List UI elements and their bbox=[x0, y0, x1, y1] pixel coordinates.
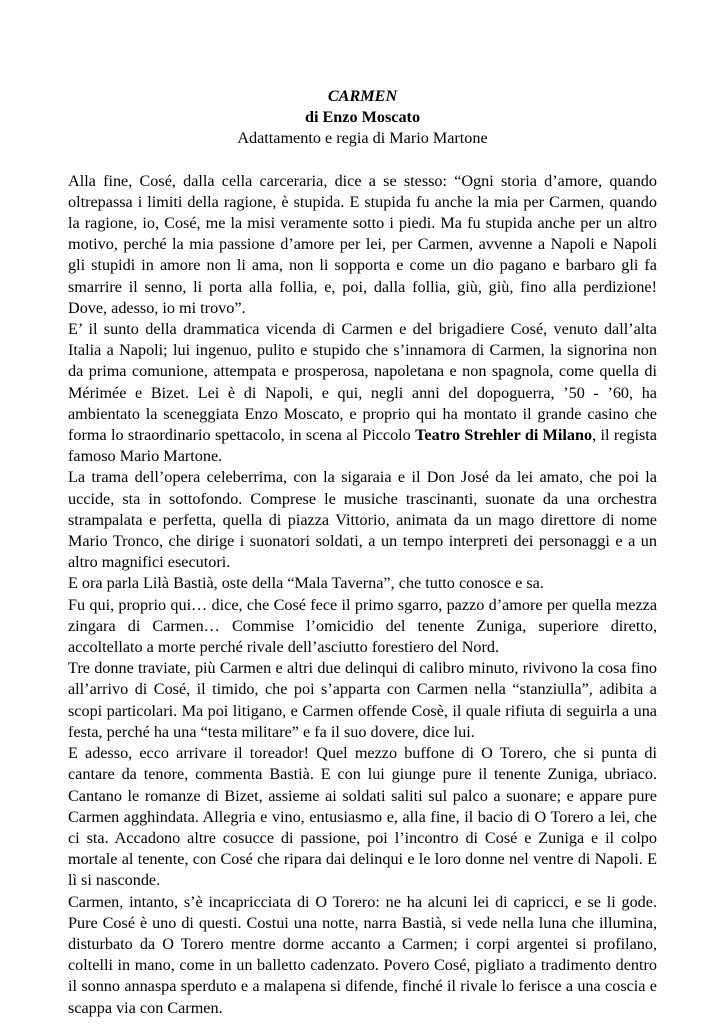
paragraph-6: Tre donne traviate, più Carmen e altri due delinqui di calibro minuto, rivivono la cosa fino all’arrivo di Cosé, il timido, che poi s’apparta con Carmen nella “stanziulla”, adibita a scopi particolari. Ma poi litigano, e Carmen offende Cosè, il quale rifiuta di seguirla a una festa, perché ha una “testa militare” e fa il suo dovere, dice lui. bbox=[68, 659, 657, 741]
paragraph-3: La trama dell’opera celeberrima, con la sigaraia e il Don José da lei amato, che poi la uccide, sta in sottofondo. Comprese le musiche trascinanti, suonate da una orchestra strampalata e perfetta, quella di piazza Vittorio, animata da un mago direttore di nome Mario Tronco, che dirige i suonatori soldati, a un tempo interpreti dei personaggi e a un altro magnifici esecutori. bbox=[68, 468, 657, 572]
document-author: di Enzo Moscato bbox=[304, 108, 421, 127]
paragraph-2 bbox=[68, 319, 657, 467]
paragraph-5: Fu qui, proprio qui… dice, che Cosé fece il primo sgarro, pazzo d’amore per quella mezza zingara di Carmen… Commise l’omicidio del tenente Zuniga, superiore diretto, accoltellato a morte perché rivale dell’asciutto forestiero del Nord. bbox=[68, 595, 657, 657]
document-page bbox=[68, 86, 657, 1019]
theatre-name: Teatro Strehler di Milano bbox=[415, 426, 593, 445]
paragraph-7: E adesso, ecco arrivare il toreador! Quel mezzo buffone di O Torero, che si punta di cantare da tenore, commenta Bastià. E con lui giunge pure il tenente Zuniga, ubriaco. Cantano le romanze di Bizet, assieme ai soldati saliti sul palco a suonare; e appare pure Carmen agghindata. Allegria e vino, entusiasmo e, alla fine, il bacio di O Torero a lei, che ci sta. Accadono altre cosucce di passione, poi l’incontro di Cosé e Zuniga e il colpo mortale al tenente, con Cosé che ripara dai delinqui e le loro donne nel ventre di Napoli. E lì si nasconde. bbox=[68, 744, 657, 890]
paragraph-2-tail: , il regista famoso Mario Martone. bbox=[68, 426, 657, 466]
paragraph-2-text: E’ il sunto della drammatica vicenda di Carmen e del brigadiere Cosé, venuto dall’alta Italia a Napoli; lui ingenuo, pulito e stupido che s’innamora di Carmen, la signorina non da prima comunione, attempata e prosperosa, napoletana e non spagnola, come quella di Mérimée e Bizet. Lei è di Napoli, e qui, negli anni del dopoguerra, ’50 - ’60, ha ambientato la sceneggiata Enzo Moscato, e proprio qui ha montato il grande casino che forma lo straordinario spettacolo, in scena al Piccolo bbox=[68, 320, 657, 445]
document-title: CARMEN bbox=[327, 87, 398, 105]
paragraph-1: Alla fine, Cosé, dalla cella carceraria, dice a se stesso: “Ogni storia d’amore, quando oltrepassa i limiti della ragione, è stupida. E stupida fu anche la mia per Carmen, quando la ragione, io, Cosé, me la misi veramente sotto i piedi. Ma fu stupida anche per un altro motivo, perché la mia passione d’amore per lei, per Carmen, avvenne a Napoli e Napoli gli stupidi in amore non li ama, non li sopporta e come un dio pagano e barbaro gli fa smarrire il senno, li porta alla follia, e, poi, dalla follia, giù, giù, fino alla perdizione! Dove, adesso, io mi trovo”. bbox=[68, 171, 657, 317]
document-credit: Adattamento e regia di Mario Martone bbox=[237, 129, 488, 148]
paragraph-8: Carmen, intanto, s’è incapricciata di O Torero: ne ha alcuni lei di capricci, e se li gode. Pure Cosé è uno di questi. Costui una notte, narra Bastià, si vede nella luna che illumina, disturbato da O Torero mentre dorme accanto a Carmen; i corpi argentei si profilano, coltelli in mano, come in un balletto cadenzato. Povero Cosé, pigliato a tradimento dentro il sonno annaspa sperduto e a malapena si difende, finché il rivale lo ferisce a una coscia e scappa via con Carmen. bbox=[68, 892, 657, 1017]
paragraph-4: E ora parla Lilà Bastià, oste della “Mala Taverna”, che tutto conosce e sa. bbox=[68, 574, 544, 593]
